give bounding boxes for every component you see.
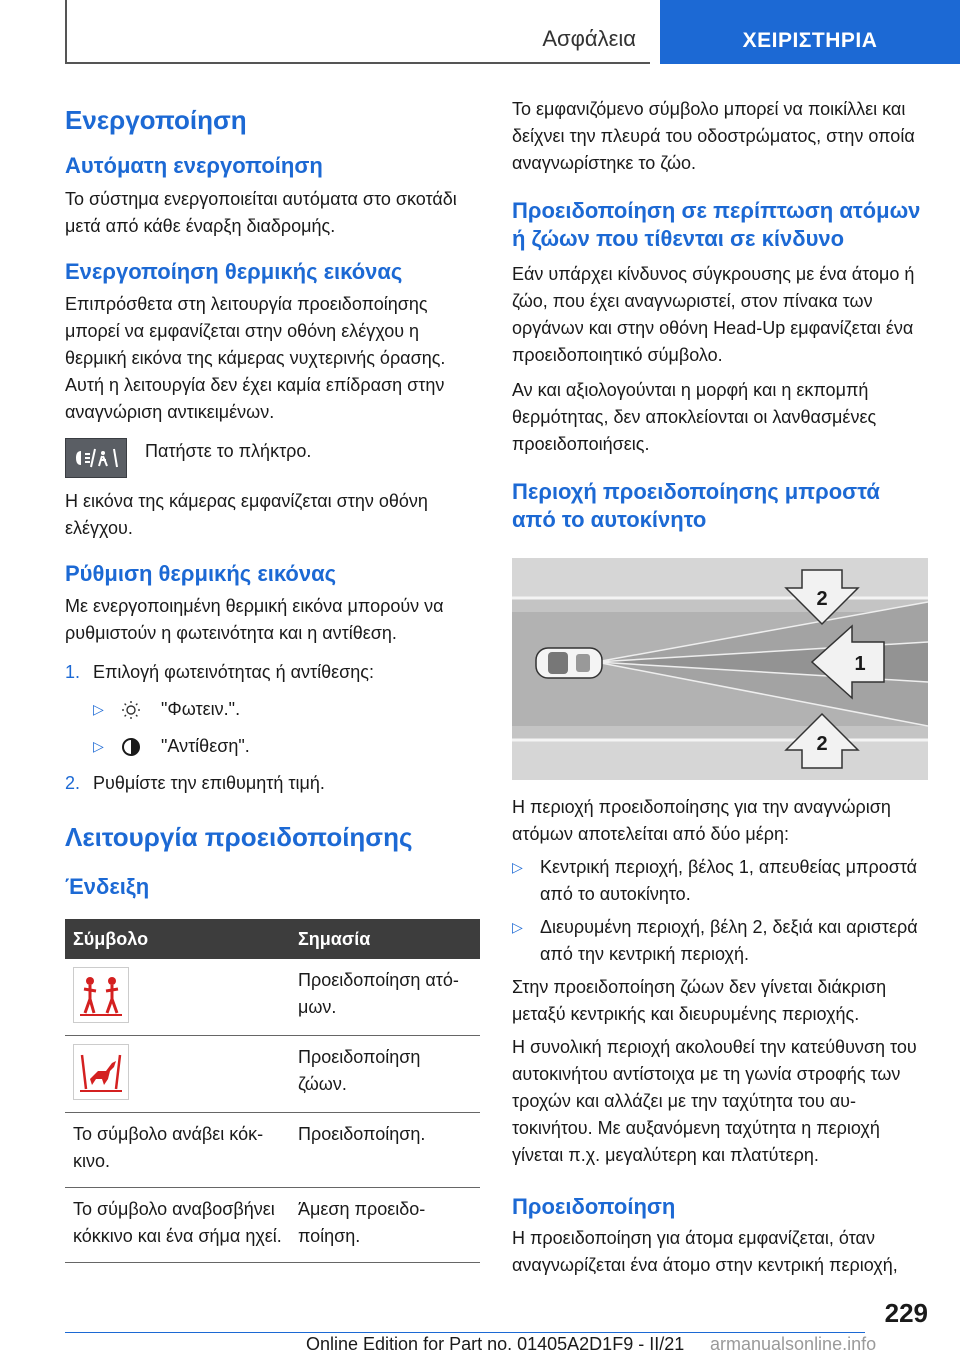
paragraph-area: Η περιοχή προειδοποίησης για την αναγνώριση ατόμων αποτελείται από δύο μέρη: [512,797,891,844]
figure-label: 2 [816,733,828,755]
paragraph-danger-2: Αν και αξιολογούνται η μορφή και η εκπομπή θερμότητας, δεν αποκλείονται οι λανθασμένες προειδοποιήσεις. [512,380,877,454]
triangle-bullet-icon: ▷ [93,701,104,717]
page-header [65,0,960,64]
contrast-icon [121,737,143,757]
step-2 [65,770,480,797]
key-instruction [65,438,480,478]
option-label: "Φωτειν.". [161,699,241,719]
symbol-cell [65,959,290,1036]
triangle-bullet-icon: ▷ [512,919,523,935]
brightness-icon [121,700,143,720]
paragraph-thermal: Επιπρόσθετα στη λειτουργία προειδοποίησης μπορεί να εμφανίζεται στην οθόνη ελέγχου η θερμική εικόνα της κάμερας νυχτερινής όρασης. Αυτή η λειτουργία δεν έχει καμία επίδραση στην αναγνώριση αντικειμένων. [65,294,446,422]
heading-adjust-thermal: Ρύθμιση θερμικής εικόνας [65,561,337,586]
meaning-cell: Προειδοποίηση ζώων. [290,1036,480,1113]
table-row [65,1188,480,1263]
bullet-text: Διευρυμένη περιοχή, βέλη 2, δεξιά και αριστερά από την κεντρική περιοχή. [540,917,918,964]
paragraph-total-area: Η συνολική περιοχή ακολουθεί την κατεύθυνση του αυτοκινήτου αντίστοιχα με τη γωνία στροφής των τροχών και αλλάζει με την ταχύτητα του αυτοκινήτου. Με αυξανόμενη ταχύτητα η περιοχή γίνεται π.χ. μεγαλύτερη και πλατύτερη. [512,1037,917,1165]
page-number: 229 [884,1298,928,1328]
table-header-row [65,919,480,959]
header-chapter-tab: ΧΕΙΡΙΣΤΗΡΙΑ [660,0,960,64]
column-header-meaning: Σημασία [290,919,480,959]
press-key-text: Πατήστε το πλήκτρο. [145,441,312,461]
symbol-cell [65,1036,290,1113]
heading-activation: Ενεργοποίηση [65,105,247,135]
left-column [65,96,480,1263]
bullet-extended-area [512,914,928,968]
footer-divider [65,1332,865,1333]
right-column [512,96,928,1279]
paragraph-warning: Η προειδοποίηση για άτομα εμφανίζεται, όταν αναγνωρίζεται ένα άτομο στην κεντρική περιοχή, [512,1228,898,1275]
table-row [65,1036,480,1113]
option-contrast [65,733,480,760]
paragraph-symbol-varies: Το εμφανιζόμενο σύμβολο μπορεί να ποικίλλει και δείχνει την πλευρά του οδοστρώματος, στην οποία αναγνωρίστηκε το ζώο. [512,99,915,173]
watermark: armanualsonline.info [710,1334,877,1354]
option-label: "Αντίθεση". [161,736,250,756]
figure-label: 2 [816,588,828,610]
night-vision-key-icon [65,438,127,478]
heading-warning: Προειδοποίηση [512,1194,676,1219]
paragraph-camera: Η εικόνα της κάμερας εμφανίζεται στην οθόνη ελέγχου. [65,491,428,538]
step-number: 1. [65,662,81,682]
symbol-cell: Το σύμβολο ανάβει κόκκινο. [65,1113,290,1188]
bullet-central-area [512,854,928,908]
header-section-box [65,0,650,64]
table-row [65,1113,480,1188]
triangle-bullet-icon: ▷ [512,859,523,875]
paragraph-animals: Στην προειδοποίηση ζώων δεν γίνεται διάκριση μεταξύ κεντρικής και διευρυμένης περιοχής. [512,977,887,1024]
animal-warning-icon [73,1044,129,1100]
figure-label: 1 [854,653,866,675]
step-number: 2. [65,773,81,793]
column-header-symbol: Σύμβολο [65,919,290,959]
pedestrians-warning-icon [73,967,129,1023]
step-text: Επιλογή φωτεινότητας ή αντίθεσης: [93,662,374,682]
paragraph-adjust: Με ενεργοποιημένη θερμική εικόνα μπορούν να ρυθμιστούν η φωτεινότητα και η αντίθεση. [65,596,444,643]
heading-warning-area: Περιοχή προειδοποίησης μπροστά από το αυτοκίνητο [512,479,880,532]
header-section-title: Ασφάλεια [542,26,636,51]
triangle-bullet-icon: ▷ [93,738,104,754]
symbol-table [65,919,480,1263]
table-row [65,959,480,1036]
option-brightness [65,696,480,723]
step-text: Ρυθμίστε την επιθυμητή τιμή. [93,773,325,793]
heading-thermal-activation: Ενεργοποίηση θερμικής εικόνας [65,259,403,284]
meaning-cell: Προειδοποίηση ατόμων. [290,959,480,1036]
heading-indication: Ένδειξη [65,874,150,899]
meaning-cell: Άμεση προειδοποίηση. [290,1188,480,1263]
bullet-text: Κεντρική περιοχή, βέλος 1, απευθείας μπροστά από το αυτοκίνητο. [540,857,918,904]
heading-auto-activation: Αυτόματη ενεργοποίηση [65,153,323,178]
heading-danger-warning: Προειδοποίηση σε περίπτωση ατόμων ή ζώων που τίθενται σε κίνδυνο [512,198,921,251]
step-1 [65,659,480,686]
meaning-cell: Προειδοποίηση. [290,1113,480,1188]
edition-text: Online Edition for Part no. 01405A2D1F9 - II/21 [306,1334,685,1354]
paragraph-auto: Το σύστημα ενεργοποιείται αυτόματα στο σκοτάδι μετά από κάθε έναρξη διαδρομής. [65,189,457,236]
symbol-cell: Το σύμβολο αναβοσβήνει κόκκινο και ένα σήμα ηχεί. [65,1188,290,1263]
warning-area-illustration [512,558,928,780]
paragraph-danger-1: Εάν υπάρχει κίνδυνος σύγκρουσης με ένα άτομο ή ζώο, που έχει αναγνωριστεί, στον πίνακα των οργάνων και στην οθόνη Head-Up εμφανίζεται ένα προειδοποιητικό σύμβολο. [512,264,915,365]
heading-warning-function: Λειτουργία προειδοποίησης [65,822,413,852]
